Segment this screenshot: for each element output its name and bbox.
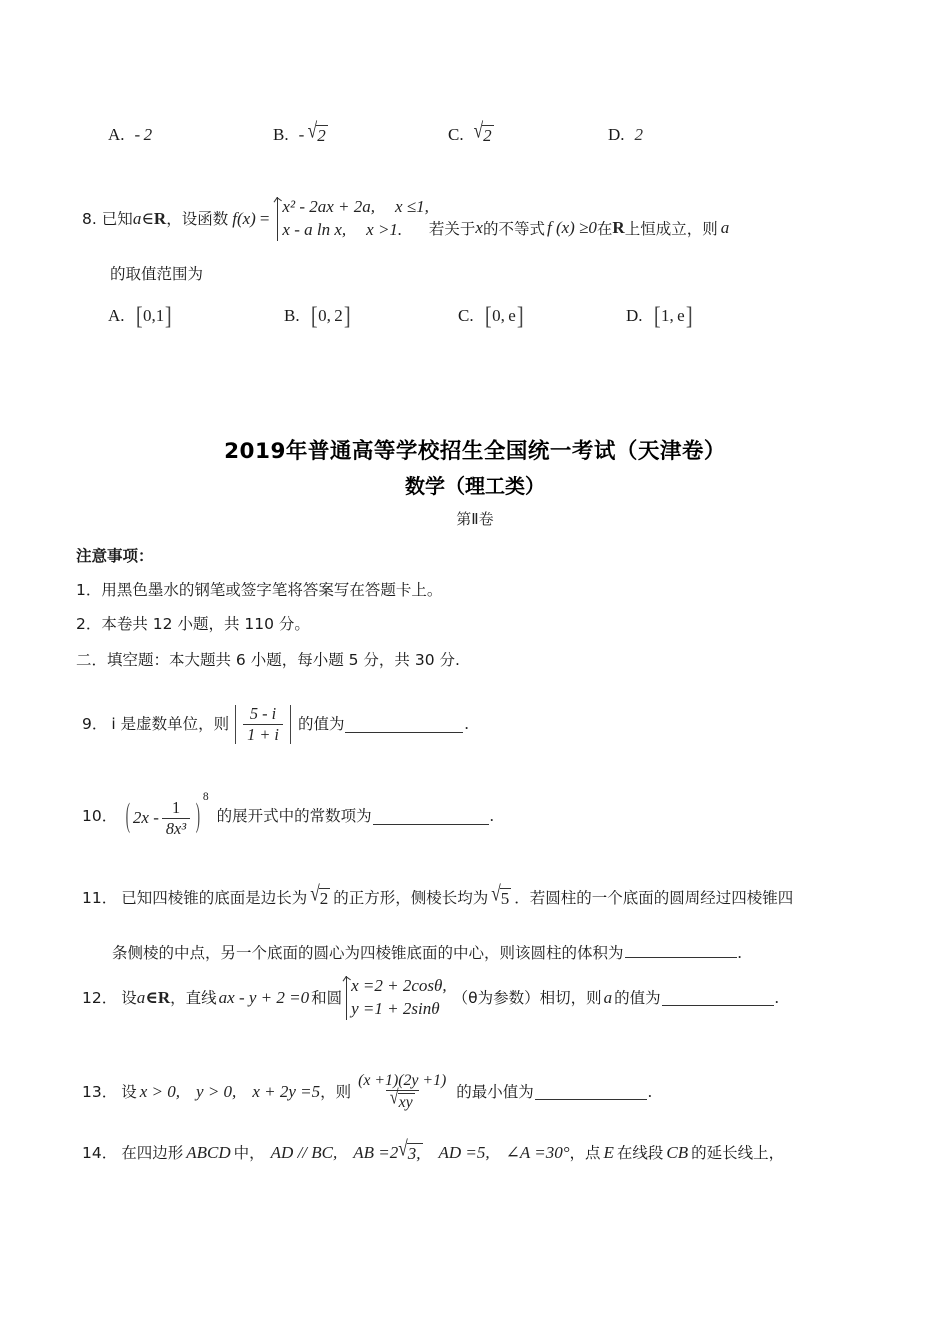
left-paren-icon: ( (125, 795, 131, 834)
choice-option-a[interactable] (108, 125, 273, 145)
q14-text-c: ，点 (569, 1144, 601, 1163)
q12-circle-parametric (342, 975, 447, 1021)
question-number: 12． (82, 988, 118, 1007)
radicand: 2 (483, 126, 492, 146)
piecewise-row (282, 196, 428, 219)
q8-set-R: R (153, 208, 167, 228)
q12-line-equation: ax - y + 2 =0 (218, 987, 310, 1007)
interval-right-bracket: ] (685, 301, 693, 330)
choice-value (135, 125, 153, 145)
q11-line2-text: 条侧棱的中点，另一个底面的圆心为四棱锥底面的中心，则该圆柱的体积为 (112, 944, 624, 962)
q14-ab-length: AB =2 (353, 1143, 399, 1162)
q10-text: 的展开式中的常数项为 (216, 807, 372, 826)
q12-in-R: ∈R (145, 987, 171, 1007)
q8-tail-variable-a: a (720, 217, 730, 237)
q14-segment-cb: CB (666, 1143, 689, 1162)
sqrt-expression (398, 1137, 422, 1164)
q14-text-d: 在线段 (616, 1144, 664, 1163)
choice-value: 2 (634, 125, 644, 144)
q8-function-name: f (232, 208, 237, 228)
q11-line1-text-a: 已知四棱锥的底面是边长为 (121, 889, 308, 907)
q11-line1-text-c: ．若圆柱的一个底面的圆周经过四棱锥四 (514, 889, 794, 907)
answer-blank[interactable] (345, 716, 463, 733)
q14-quadrilateral: ABCD (186, 1143, 231, 1162)
interval-left-bracket: [ (653, 301, 661, 330)
q8-tail-text-2: 的不等式 (482, 219, 545, 238)
q10-period: . (489, 806, 494, 826)
radicand: 3, (407, 1144, 421, 1164)
sqrt-expression (310, 882, 330, 909)
q12-variable-a: a (136, 987, 146, 1007)
parametric-row: x =2 + 2cosθ, (351, 976, 447, 995)
q13-text-a: 设 (121, 1083, 137, 1102)
radicand: 5 (500, 889, 510, 909)
q14-text-a: 在四边形 (121, 1144, 184, 1163)
radical-icon: √ (491, 882, 501, 906)
q8-variable-a: a (132, 208, 142, 228)
choice-number: 2 (143, 125, 153, 144)
question-10 (82, 790, 494, 838)
abs-bar-left (235, 705, 236, 744)
choice-option-d[interactable] (626, 301, 693, 330)
interval-body: 1, e (661, 305, 685, 325)
question-number: 14． (82, 1144, 118, 1163)
piecewise-condition: x >1. (366, 219, 403, 239)
question-11-line-2 (112, 940, 742, 966)
section-two-heading: 二．填空题：本大题共 6 小题，每小题 5 分，共 30 分. (76, 651, 460, 669)
page-subtitle: 数学（理工类） (405, 474, 545, 498)
fraction-numerator: 5 - i (249, 704, 277, 723)
q13-comma: ，则 (320, 1083, 352, 1102)
interval-left-bracket: [ (135, 301, 143, 330)
q13-condition-2: y > 0, (196, 1081, 237, 1101)
choice-value (484, 301, 525, 330)
q11-period: . (737, 943, 742, 962)
q12-param-note: （θ为参数）相切，则 (452, 988, 602, 1007)
choice-value (653, 301, 694, 330)
q13-fraction (354, 1072, 450, 1112)
q14-text-e: 的延长线上， (691, 1144, 785, 1163)
fraction-denominator: 1 + i (243, 724, 283, 744)
q9-text-a: i 是虚数单位，则 (111, 715, 230, 734)
choice-value (135, 301, 173, 330)
sqrt-expression (473, 119, 494, 146)
radical-icon: √ (398, 1137, 408, 1161)
answer-blank[interactable] (535, 1084, 647, 1101)
q12-tail-variable-a: a (603, 987, 613, 1007)
choice-letter: A. (108, 305, 125, 325)
interval-body: 0, e (492, 305, 516, 325)
radical-icon: √ (389, 1087, 399, 1109)
q8-tail-text-4: 上恒成立，则 (624, 219, 718, 238)
parametric-rows (351, 975, 447, 1021)
minus-sign: - (134, 125, 144, 144)
question-number: 9． (82, 715, 108, 734)
page-title: 2019年普通高等学校招生全国统一考试（天津卷） (224, 439, 726, 464)
question-9 (82, 705, 469, 744)
q12-period: . (774, 987, 779, 1007)
q13-condition-1: x > 0, (139, 1081, 181, 1101)
q13-condition-3: x + 2y =5 (252, 1081, 321, 1101)
sqrt-expression (491, 882, 511, 909)
fraction-denominator: 8x³ (162, 818, 190, 838)
q12-text-b: 直线 (185, 988, 217, 1007)
parametric-row: y =1 + 2sinθ (351, 998, 440, 1018)
q10-binomial-body (133, 799, 193, 838)
choice-letter: A. (108, 125, 125, 144)
q14-ad-length: AD =5, (438, 1143, 490, 1162)
q9-text-b: 的值为 (297, 715, 345, 734)
right-paren-icon: ) (195, 795, 201, 834)
q14-angle-a: ∠A =30° (505, 1143, 570, 1162)
fraction-denominator (386, 1087, 419, 1112)
question-number: 11． (82, 889, 118, 907)
sqrt-expression (389, 1087, 415, 1112)
volume-label: 第Ⅱ卷 (456, 510, 494, 528)
interval-right-bracket: ] (343, 301, 351, 330)
q13-text-b: 的最小值为 (456, 1083, 534, 1102)
question-13 (82, 1072, 652, 1112)
q13-period: . (647, 1081, 653, 1101)
question-number: 13． (82, 1083, 118, 1102)
sqrt-expression (307, 119, 328, 146)
fraction-numerator: (x +1)(2y +1) (358, 1072, 447, 1089)
piecewise-row (282, 219, 428, 242)
q9-period: . (464, 714, 469, 734)
q8-lead-text: 已知 (101, 209, 133, 228)
q8-comma: ， (166, 209, 182, 228)
question-14 (82, 1137, 785, 1166)
notice-heading: 注意事项： (76, 547, 154, 565)
q12-text-a: 设 (121, 988, 137, 1007)
q8-tail-variable-x: x (475, 217, 483, 237)
interval-body: 0, 2 (318, 305, 343, 325)
q8-set-function-text: 设函数 (181, 209, 229, 228)
choice-letter: D. (626, 305, 643, 325)
interval-body: 0,1 (143, 305, 165, 325)
question-8-line-2: 的取值范围为 (110, 265, 204, 283)
piecewise-rows (282, 196, 428, 242)
q9-fraction (243, 705, 283, 744)
choice-letter: C. (448, 125, 464, 144)
piecewise-condition: x ≤1, (395, 197, 429, 216)
interval-left-bracket: [ (310, 301, 318, 330)
choice-value (298, 119, 328, 146)
radicand: xy (398, 1094, 413, 1112)
choice-option-a[interactable] (108, 301, 284, 330)
q10-first-term: 2x - (132, 808, 159, 828)
q9-absolute-value (231, 705, 295, 744)
q8-piecewise-function (273, 196, 428, 242)
radical-icon: √ (307, 119, 318, 143)
answer-blank[interactable] (662, 990, 774, 1007)
choice-option-b[interactable] (284, 301, 458, 330)
choice-option-c[interactable] (458, 301, 626, 330)
choice-value (310, 301, 352, 330)
q10-power-expression: ( 2x - $\frac{1}{\text{8x³}}$ ) 8 (123, 795, 208, 838)
notice-item-2: 2．本卷共 12 小题，共 110 分。 (76, 615, 310, 633)
question-number: 10． (82, 807, 118, 826)
answer-blank[interactable] (373, 808, 489, 825)
q12-text-d: 的值为 (614, 988, 661, 1007)
left-brace-icon (273, 196, 282, 242)
question-7-choice-row (108, 119, 644, 146)
choice-value (473, 119, 494, 146)
radicand: 2 (319, 889, 329, 909)
choice-option-c[interactable] (448, 119, 608, 146)
choice-letter: B. (273, 125, 289, 144)
q11-line1-text-b: 的正方形，侧棱长均为 (333, 889, 489, 907)
q8-tail-inequality: f (x) ≥0 (546, 217, 597, 237)
question-number: 8. (82, 209, 97, 228)
q10-fraction (162, 799, 190, 838)
q8-element-of: ∈ (141, 208, 154, 228)
choice-letter: D. (608, 125, 625, 144)
choice-letter: C. (458, 305, 474, 325)
notice-item-1: 1．用黑色墨水的钢笔或签字笔将答案写在答题卡上。 (76, 581, 443, 599)
q14-text-b: 中， (233, 1144, 265, 1163)
question-12 (82, 975, 779, 1021)
q14-parallel-relation: AD // BC, (270, 1143, 338, 1162)
fraction-numerator: 1 (171, 798, 181, 817)
interval-left-bracket: [ (484, 301, 492, 330)
left-brace-icon (342, 975, 351, 1021)
question-8-choice-row (108, 301, 693, 330)
q8-tail-set-R: R (612, 217, 625, 237)
piecewise-expression: x - a ln x, (282, 219, 347, 239)
q8-function-arg: (x) (236, 208, 256, 228)
q14-point-e: E (603, 1143, 614, 1162)
radical-icon: √ (310, 882, 320, 906)
q8-equals: = (259, 208, 270, 228)
minus-sign: - (298, 125, 308, 144)
interval-right-bracket: ] (165, 301, 172, 330)
q12-comma: ， (170, 988, 186, 1007)
answer-blank[interactable] (625, 941, 737, 958)
choice-option-b[interactable] (273, 119, 448, 146)
choice-option-d[interactable] (608, 125, 643, 145)
q8-tail-text-3: 在 (596, 219, 613, 238)
abs-bar-right (290, 705, 291, 744)
piecewise-expression: x² - 2ax + 2a, (282, 197, 375, 216)
question-11-line-1 (82, 882, 794, 910)
choice-letter: B. (284, 305, 300, 325)
radicand: 2 (317, 126, 326, 146)
q8-tail-text-1: 若关于 (428, 219, 476, 238)
radical-icon: √ (473, 119, 484, 143)
q12-text-c: 和圆 (311, 988, 343, 1007)
interval-right-bracket: ] (516, 301, 524, 330)
question-8-line-1 (82, 196, 729, 242)
